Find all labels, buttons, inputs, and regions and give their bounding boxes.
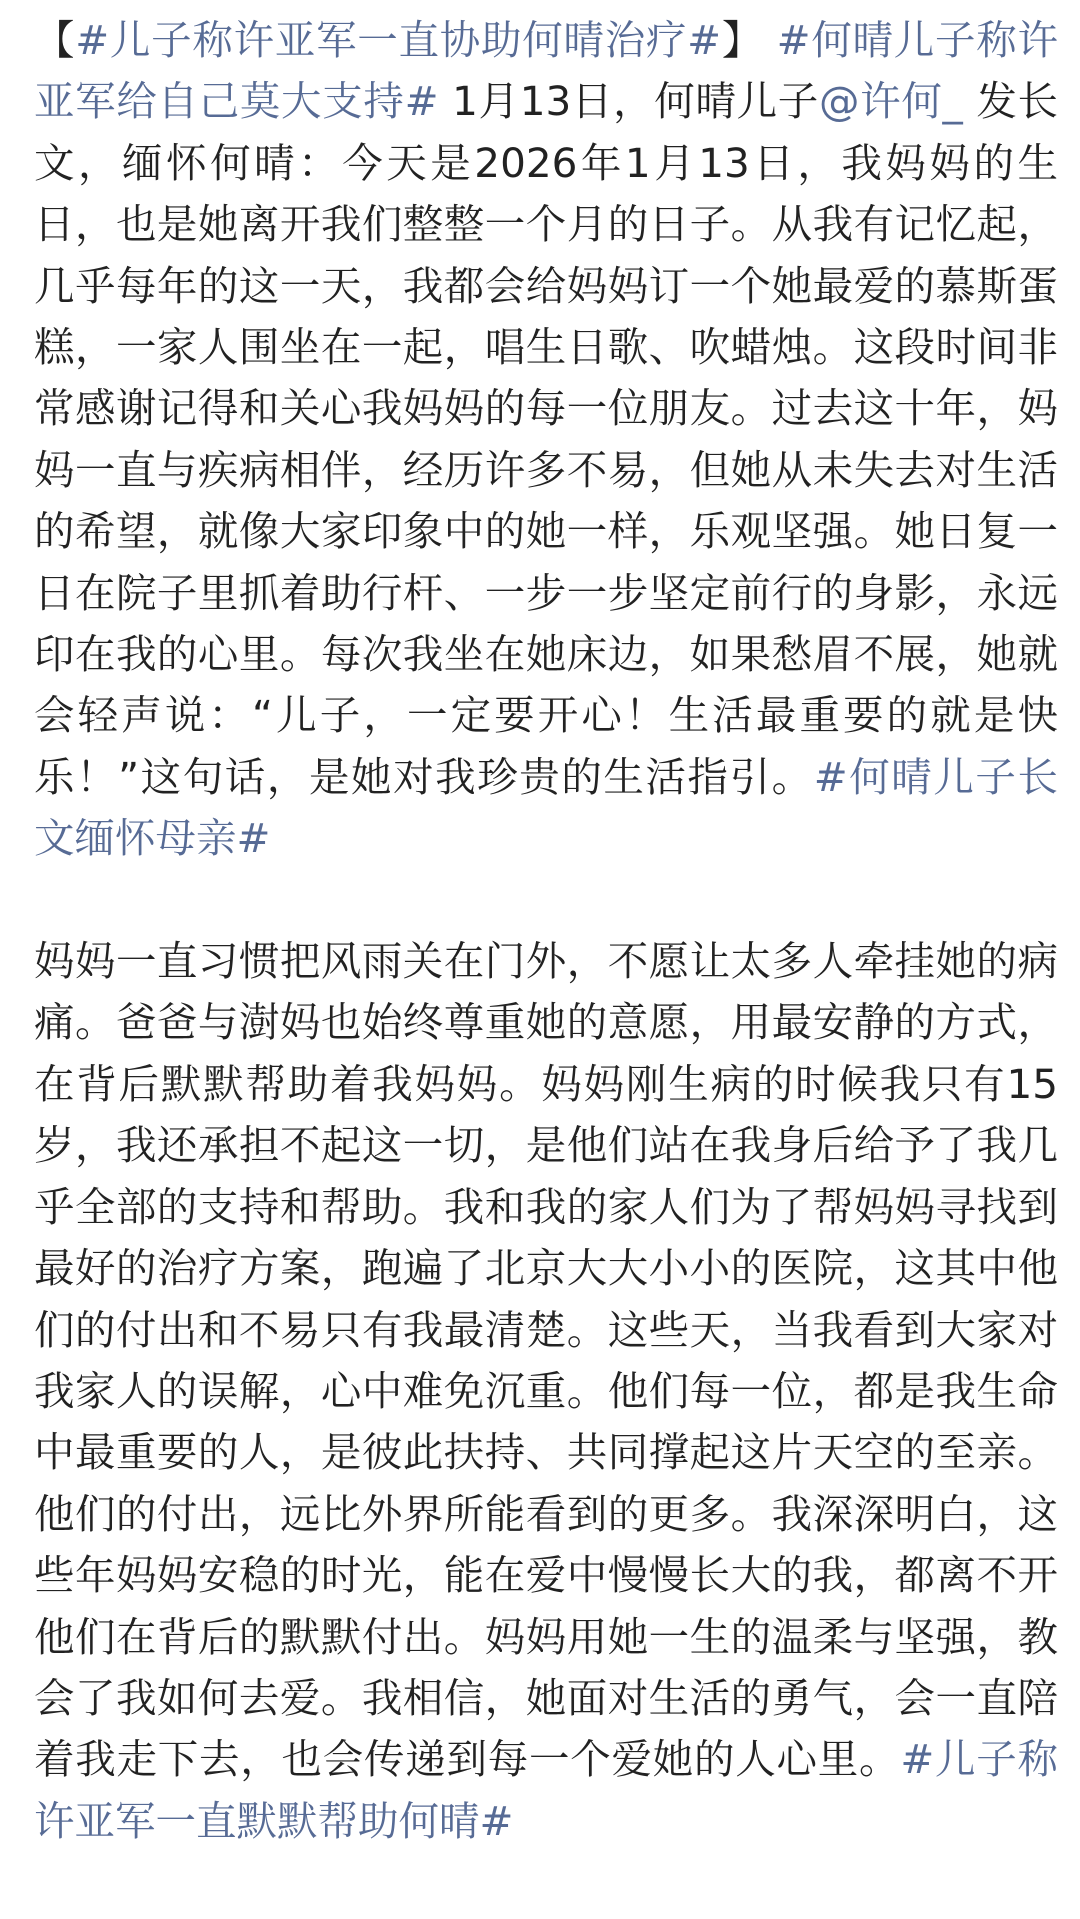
post-text: 1月13日，何晴儿子 [438,77,819,126]
post-text: 发长文，缅怀何晴：今天是2026年1月13日，我妈妈的生日，也是她离开我们整整一个月的日子。从我有记忆起，几乎每年的这一天，我都会给妈妈订一个她最爱的慕斯蛋糕，一家人围坐在一起，唱生日歌、吹蜡烛。这段时间非常感谢记得和关心我妈妈的每一位朋友。过去这十年，妈妈一直与疾病相伴，经历许多不易，但她从未失去对生活的希望，就像大家印象中的她一样，乐观坚强。她日复一日在院子里抓着助行杆、一步一步坚定前行的身影，永远印在我的心里。每次我坐在她床边，如果愁眉不展，她就会轻声说：“儿子，一定要开心！生活最重要的就是快乐！”这句话，是她对我珍贵的生活指引。 [34,77,1058,801]
topic-link-son-says-xu-yajun-silently-helped[interactable]: #儿子称许亚军一直默默帮助何晴# [34,1735,1059,1845]
post-paragraph-1 [34,10,1058,870]
paragraph-spacer [34,870,1058,931]
topic-link-son-says-xu-yajun-great-support[interactable]: #何晴儿子称许亚军给自己莫大支持# [34,16,1059,126]
mention-link-xuhe[interactable]: @许何_ [818,77,963,126]
topic-link-son-long-post-mourning-mother[interactable]: #何晴儿子长文缅怀母亲# [34,752,1058,863]
bracket-open: 【 [34,16,76,64]
topic-link-son-says-xu-yajun-helped-treatment[interactable]: #儿子称许亚军一直协助何晴治疗# [75,16,722,64]
bracket-close: 】 [721,16,764,64]
post-paragraph-2 [34,931,1058,1852]
post-text: 妈妈一直习惯把风雨关在门外，不愿让太多人牵挂她的病痛。爸爸与澍妈也始终尊重她的意愿，用最安静的方式，在背后默默帮助着我妈妈。妈妈刚生病的时候我只有15岁，我还承担不起这一切，是他们站在我身后给予了我几乎全部的支持和帮助。我和我的家人们为了帮妈妈寻找到最好的治疗方案，跑遍了北京大大小小的医院，这其中他们的付出和不易只有我最清楚。这些天，当我看到大家对我家人的误解，心中难免沉重。他们每一位，都是我生命中最重要的人，是彼此扶持、共同撑起这片天空的至亲。他们的付出，远比外界所能看到的更多。我深深明白，这些年妈妈安稳的时光，能在爱中慢慢长大的我，都离不开他们在背后的默默付出。妈妈用她一生的温柔与坚强，教会了我如何去爱。我相信，她面对生活的勇气，会一直陪着我走下去，也会传递到每一个爱她的人心里。 [34,937,1058,1784]
